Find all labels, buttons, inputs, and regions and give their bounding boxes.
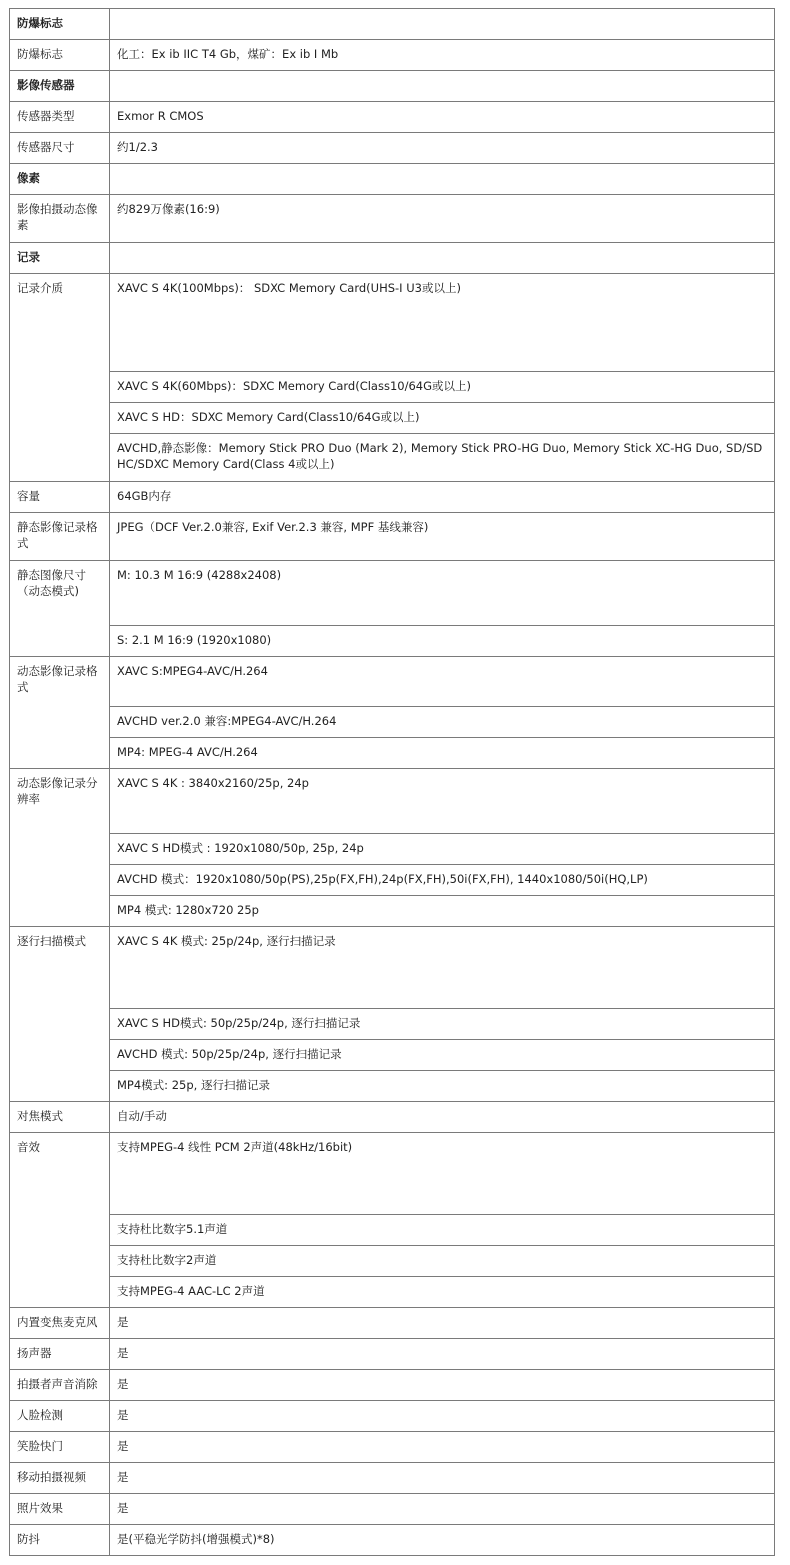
spec-label: 动态影像记录分辨率 (10, 769, 110, 927)
spec-table (9, 8, 775, 1556)
spec-value: 支持杜比数字5.1声道 (110, 1215, 775, 1246)
spec-label: 传感器类型 (10, 102, 110, 133)
table-row (10, 40, 775, 71)
spec-value: MP4: MPEG-4 AVC/H.264 (110, 738, 775, 769)
spec-value: Exmor R CMOS (110, 102, 775, 133)
spec-label: 记录介质 (10, 274, 110, 482)
table-row (10, 896, 775, 927)
spec-value-empty (110, 9, 775, 40)
spec-value: 是 (110, 1370, 775, 1401)
spec-value-empty (110, 243, 775, 274)
table-row (10, 1133, 775, 1215)
spec-label: 照片效果 (10, 1494, 110, 1525)
spec-value: 约829万像素(16:9) (110, 195, 775, 243)
spec-value: M: 10.3 M 16:9 (4288x2408) (110, 561, 775, 626)
spec-value: MP4模式: 25p, 逐行扫描记录 (110, 1071, 775, 1102)
spec-label: 静态影像记录格式 (10, 513, 110, 561)
spec-value: MP4 模式: 1280x720 25p (110, 896, 775, 927)
spec-value: XAVC S 4K : 3840x2160/25p, 24p (110, 769, 775, 834)
table-row (10, 927, 775, 1009)
table-row (10, 1277, 775, 1308)
table-row (10, 1339, 775, 1370)
spec-label: 容量 (10, 482, 110, 513)
table-row (10, 769, 775, 834)
spec-value: 化工：Ex ib IIC T4 Gb，煤矿：Ex ib I Mb (110, 40, 775, 71)
table-row (10, 9, 775, 40)
spec-label: 逐行扫描模式 (10, 927, 110, 1102)
spec-label: 静态图像尺寸（动态模式) (10, 561, 110, 657)
section-header-explosion-proof: 防爆标志 (10, 9, 110, 40)
spec-value: XAVC S:MPEG4-AVC/H.264 (110, 657, 775, 707)
spec-value: XAVC S 4K(100Mbps)： SDXC Memory Card(UHS-I U3或以上) (110, 274, 775, 372)
spec-label: 音效 (10, 1133, 110, 1308)
section-header-recording: 记录 (10, 243, 110, 274)
spec-label: 内置变焦麦克风 (10, 1308, 110, 1339)
spec-label: 动态影像记录格式 (10, 657, 110, 769)
spec-label: 拍摄者声音消除 (10, 1370, 110, 1401)
spec-label: 影像拍摄动态像素 (10, 195, 110, 243)
table-row (10, 243, 775, 274)
spec-label: 防爆标志 (10, 40, 110, 71)
table-row (10, 1040, 775, 1071)
table-row (10, 482, 775, 513)
spec-value: 支持MPEG-4 线性 PCM 2声道(48kHz/16bit) (110, 1133, 775, 1215)
spec-value: 是 (110, 1401, 775, 1432)
table-row (10, 865, 775, 896)
section-header-pixels: 像素 (10, 164, 110, 195)
spec-value: XAVC S HD：SDXC Memory Card(Class10/64G或以上) (110, 403, 775, 434)
spec-value: 是 (110, 1339, 775, 1370)
table-row (10, 434, 775, 482)
spec-label: 扬声器 (10, 1339, 110, 1370)
spec-label: 对焦模式 (10, 1102, 110, 1133)
spec-value: 支持MPEG-4 AAC-LC 2声道 (110, 1277, 775, 1308)
spec-value: 是 (110, 1308, 775, 1339)
spec-label: 移动拍摄视频 (10, 1463, 110, 1494)
spec-value: XAVC S HD模式 : 1920x1080/50p, 25p, 24p (110, 834, 775, 865)
table-row (10, 1102, 775, 1133)
table-row (10, 738, 775, 769)
table-row (10, 513, 775, 561)
spec-value: AVCHD,静态影像：Memory Stick PRO Duo (Mark 2), Memory Stick PRO-HG Duo, Memory Stick XC-HG Duo, SD/SDHC/SDXC Memory Card(Class 4或以上) (110, 434, 775, 482)
spec-value: AVCHD 模式: 50p/25p/24p, 逐行扫描记录 (110, 1040, 775, 1071)
table-row (10, 1463, 775, 1494)
spec-value: XAVC S 4K 模式: 25p/24p, 逐行扫描记录 (110, 927, 775, 1009)
table-row (10, 561, 775, 626)
spec-value: 是 (110, 1463, 775, 1494)
spec-label: 防抖 (10, 1525, 110, 1556)
table-row (10, 1246, 775, 1277)
table-row (10, 1525, 775, 1556)
spec-value: AVCHD 模式：1920x1080/50p(PS),25p(FX,FH),24p(FX,FH),50i(FX,FH), 1440x1080/50i(HQ,LP) (110, 865, 775, 896)
table-row (10, 1071, 775, 1102)
table-row (10, 403, 775, 434)
spec-value: XAVC S HD模式: 50p/25p/24p, 逐行扫描记录 (110, 1009, 775, 1040)
spec-value-empty (110, 71, 775, 102)
table-row (10, 1215, 775, 1246)
table-row (10, 195, 775, 243)
table-row (10, 164, 775, 195)
table-row (10, 71, 775, 102)
spec-value: XAVC S 4K(60Mbps)：SDXC Memory Card(Class10/64G或以上) (110, 372, 775, 403)
table-row (10, 1432, 775, 1463)
table-row (10, 1370, 775, 1401)
table-row (10, 834, 775, 865)
spec-label: 人脸检测 (10, 1401, 110, 1432)
spec-value: 是 (110, 1432, 775, 1463)
spec-label: 笑脸快门 (10, 1432, 110, 1463)
table-row (10, 657, 775, 707)
table-row (10, 274, 775, 372)
table-row (10, 133, 775, 164)
spec-value: 是(平稳光学防抖(增强模式)*8) (110, 1525, 775, 1556)
table-row (10, 626, 775, 657)
spec-value: 是 (110, 1494, 775, 1525)
table-row (10, 372, 775, 403)
section-header-image-sensor: 影像传感器 (10, 71, 110, 102)
spec-value: 64GB内存 (110, 482, 775, 513)
spec-value: AVCHD ver.2.0 兼容:MPEG4-AVC/H.264 (110, 707, 775, 738)
spec-value: S: 2.1 M 16:9 (1920x1080) (110, 626, 775, 657)
table-row (10, 102, 775, 133)
spec-value: 自动/手动 (110, 1102, 775, 1133)
spec-label: 传感器尺寸 (10, 133, 110, 164)
table-row (10, 1494, 775, 1525)
table-row (10, 1308, 775, 1339)
spec-value: JPEG（DCF Ver.2.0兼容, Exif Ver.2.3 兼容, MPF 基线兼容) (110, 513, 775, 561)
spec-value-empty (110, 164, 775, 195)
table-row (10, 707, 775, 738)
spec-value: 支持杜比数字2声道 (110, 1246, 775, 1277)
table-row (10, 1401, 775, 1432)
spec-value: 约1/2.3 (110, 133, 775, 164)
table-row (10, 1009, 775, 1040)
